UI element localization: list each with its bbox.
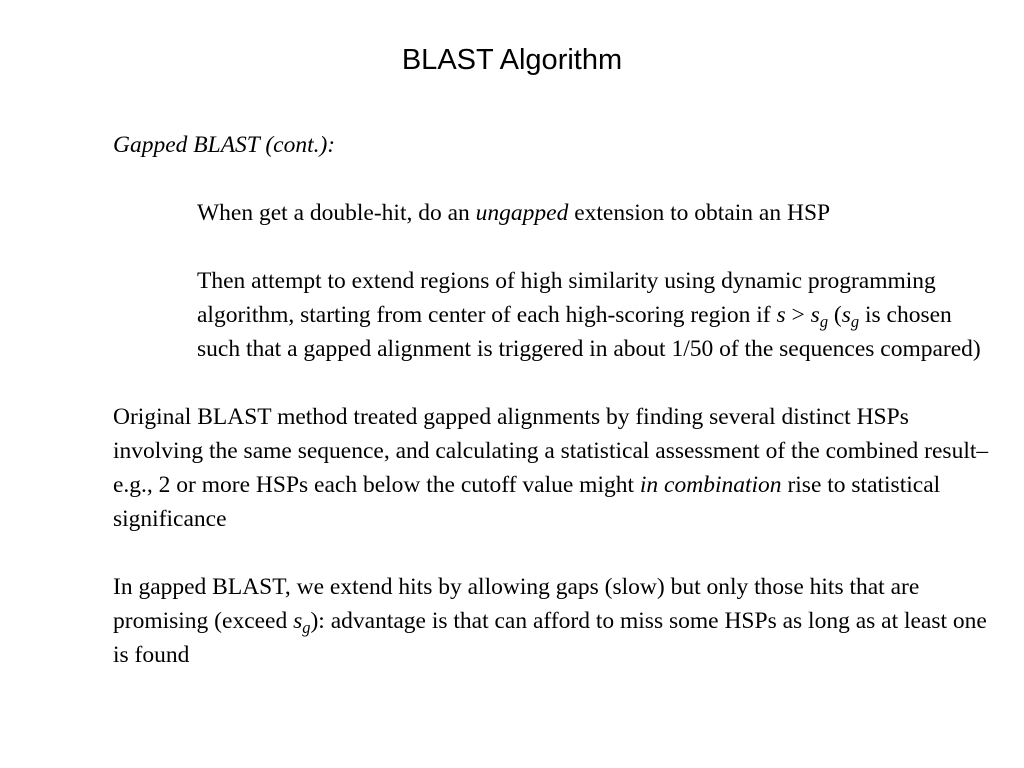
spacer xyxy=(113,230,993,264)
variable-s: s xyxy=(841,302,851,328)
paragraph-gapped-blast xyxy=(113,570,993,672)
paragraph-dynamic-programming xyxy=(113,264,993,366)
paragraph-original-blast xyxy=(113,400,993,536)
text: In gapped BLAST, we extend hits by allowing gaps (slow) but only those hits that are promising (exceed xyxy=(113,574,920,634)
operator-greater-than: > xyxy=(785,302,811,328)
slide-title: BLAST Algorithm xyxy=(401,44,623,76)
variable-s: s xyxy=(293,608,303,634)
subscript-g: g xyxy=(819,311,829,331)
subheading: Gapped BLAST (cont.): xyxy=(113,132,336,158)
text: Then attempt to extend regions of high similarity using dynamic programming algorithm, starting from center of each high-scoring region if xyxy=(197,268,936,328)
text: is chosen such that a gapped alignment is triggered in about 1/50 of the sequences compared) xyxy=(197,302,981,362)
text: ): advantage is that can afford to miss some HSPs as long as at least one is found xyxy=(113,608,987,668)
emphasis-in-combination: in combination xyxy=(639,472,782,498)
variable-s: s xyxy=(776,302,786,328)
text: Original BLAST method treated gapped alignments by finding several distinct HSPs involving the same sequence, and calculating a statistical assessment of the combined result–e.g., 2 or more HSPs each below the cutoff value might xyxy=(113,404,989,498)
subscript-g: g xyxy=(302,617,311,637)
paragraph-ungapped-extension xyxy=(113,196,993,230)
emphasis-ungapped: ungapped xyxy=(475,200,569,226)
variable-s: s xyxy=(810,302,820,328)
text: rise to statistical significance xyxy=(113,472,941,532)
subscript-g: g xyxy=(850,311,860,331)
spacer xyxy=(113,366,993,400)
text: When get a double-hit, do an xyxy=(197,200,476,226)
paren-open: ( xyxy=(828,302,842,328)
spacer xyxy=(113,162,993,196)
text: extension to obtain an HSP xyxy=(568,200,831,226)
slide-body xyxy=(113,128,993,672)
spacer xyxy=(113,536,993,570)
